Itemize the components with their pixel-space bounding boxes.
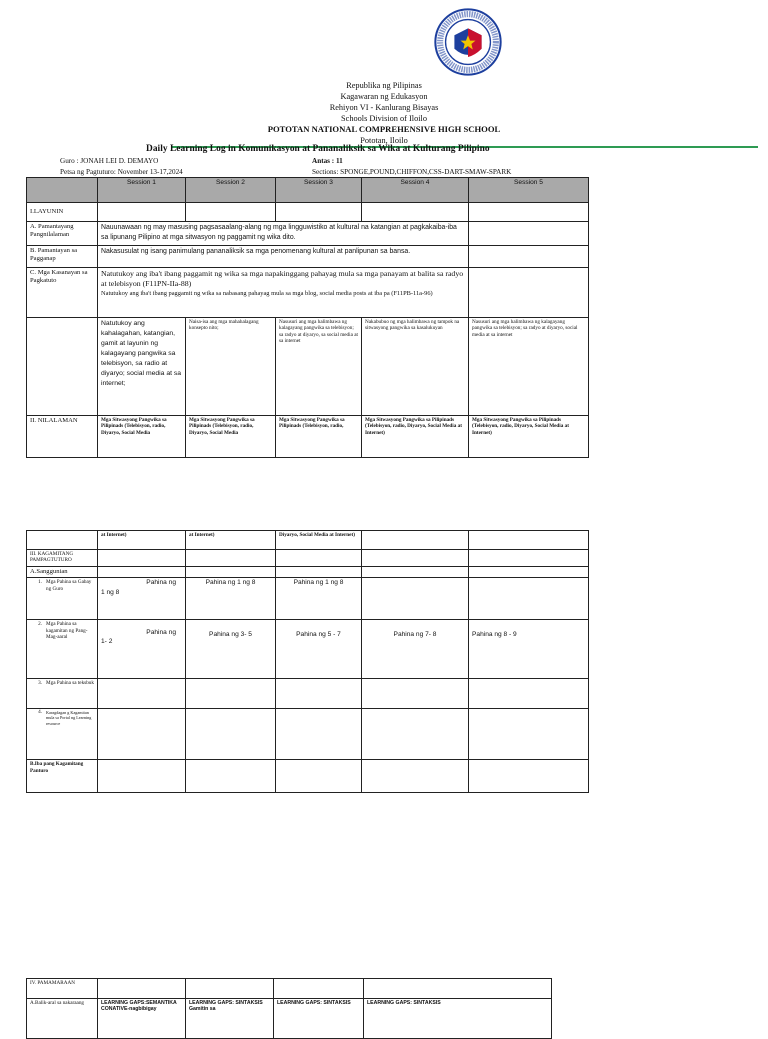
objective-session-3: Nasusuri ang mga halimbawa ng kalagayang pangwika sa telebisyon; sa radyo at diyaryo, sa social media at sa internet xyxy=(276,318,362,416)
dll-table-page2 xyxy=(26,530,589,793)
kagamitan-session-1 xyxy=(98,620,186,679)
session-2-header: Session 2 xyxy=(186,178,276,203)
gabay-guro-session-4 xyxy=(362,578,469,620)
deped-seal-logo xyxy=(434,8,502,76)
session-4-header: Session 4 xyxy=(362,178,469,203)
kagamitang-label: III. KAGAMITANG PAMPAGTUTURO xyxy=(27,550,98,567)
learning-gap-session-2: LEARNING GAPS: SINTAKSIS Gamitin sa xyxy=(186,999,274,1039)
address-block xyxy=(234,80,534,146)
continuation-session-2: at Internet) xyxy=(186,531,276,550)
kagamitan-session-1-line2: 1- 2 xyxy=(101,638,113,646)
table-row xyxy=(27,567,589,578)
portal-label: Karagdagan g Kagamitan mula sa Portal ng Learning resource xyxy=(46,710,92,726)
school-location: Pototan, Iloilo xyxy=(360,136,408,145)
kasanayan-text-1: Natutukoy ang iba't ibang paggamit ng wika sa mga napakinggang pahayag mula sa mga panayam at balita sa radyo at telebisyon (F11PN-IIa-88) xyxy=(101,269,464,288)
objective-session-2: Naisa-isa ang mga mahahalagang konsepto nito; xyxy=(186,318,276,416)
kagamitan-session-3: Pahina ng 5 - 7 xyxy=(276,620,362,679)
session-1-header: Session 1 xyxy=(98,178,186,203)
sanggunian-label: A.Sanggunian xyxy=(27,567,98,578)
nilalaman-session-4: Mga Sitwasyong Pangwika sa Pilipinads (Telebisyon, radio, Diyaryo, Social Media at Internet) xyxy=(362,416,469,458)
list-number: 4. xyxy=(38,709,42,716)
table-row xyxy=(27,578,589,620)
nilalaman-session-2: Mga Sitwasyong Pangwika sa Pilipinads (Telebisyon, radio, Diyaryo, Social Media xyxy=(186,416,276,458)
kagamitan-session-2: Pahina ng 3- 5 xyxy=(186,620,276,679)
table-row xyxy=(27,999,552,1039)
learning-gap-session-1: LEARNING GAPS:SEMANTIKA CONATIVE-nagbibigay xyxy=(98,999,186,1039)
teaching-date: Petsa ng Pagtuturo: November 13-17,2024 xyxy=(60,168,183,176)
gabay-guro-session-1-line1: Pahina ng xyxy=(146,579,176,587)
table-row xyxy=(27,679,589,709)
kagamitan-mag-aaral-label-cell xyxy=(27,620,98,679)
list-number: 3. xyxy=(38,680,42,687)
learning-gap-session-4: LEARNING GAPS: SINTAKSIS xyxy=(364,999,552,1039)
session-5-header: Session 5 xyxy=(469,178,589,203)
continuation-session-3: Diyaryo, Social Media at Internet) xyxy=(276,531,362,550)
table-row xyxy=(27,620,589,679)
table-row xyxy=(27,550,589,567)
session-header-row xyxy=(27,178,589,203)
gabay-guro-session-3: Pahina ng 1 ng 8 xyxy=(276,578,362,620)
layunin-label: I.LAYUNIN xyxy=(27,203,98,222)
balik-aral-label: A.Balik-aral sa nakaraang xyxy=(27,999,98,1039)
gabay-guro-session-1 xyxy=(98,578,186,620)
kagamitan-session-1-line1: Pahina ng xyxy=(146,629,176,637)
division-line: Schools Division of Iloilo xyxy=(341,114,427,123)
iba-pang-kagamitan-label: B.Iba pang Kagamitang Panturo xyxy=(27,760,98,793)
pamantayang-label: A. Pamantayang Pangnilalaman xyxy=(27,222,98,246)
nilalaman-label: II. NILALAMAN xyxy=(27,416,98,458)
gabay-guro-session-2: Pahina ng 1 ng 8 xyxy=(186,578,276,620)
pamamaraan-label: IV. PAMAMARAAN xyxy=(27,979,98,999)
gabay-guro-label-cell xyxy=(27,578,98,620)
objective-session-1: Natutukoy ang kahalagahan, katangian, gamit at layunin ng kalagayang pangwika sa telebisyon, sa radio at diyaryo; social media at sa internet; xyxy=(98,318,186,416)
table-row xyxy=(27,760,589,793)
table-row xyxy=(27,416,589,458)
portal-label-cell xyxy=(27,709,98,760)
gabay-guro-session-1-line2: 1 ng 8 xyxy=(101,589,120,597)
nilalaman-session-3: Mga Sitwasyong Pangwika sa Pilipinads (Telebisyon, radio, xyxy=(276,416,362,458)
gabay-guro-label: Mga Pahina sa Gabay ng Guro xyxy=(46,579,92,592)
gabay-guro-session-5 xyxy=(469,578,589,620)
dll-table-page3 xyxy=(26,978,552,1039)
learning-gap-session-3: LEARNING GAPS: SINTAKSIS xyxy=(274,999,364,1039)
table-row xyxy=(27,268,589,318)
table-row xyxy=(27,531,589,550)
table-row xyxy=(27,246,589,268)
table-row xyxy=(27,222,589,246)
nilalaman-session-1: Mga Sitwasyong Pangwika sa Pilipinads (Telebisyon, radio, Diyaryo, Social Media xyxy=(98,416,186,458)
objective-session-4: Nakabubuo ng mga halimbawa ng tampok na sitwasyong pangwika sa kasalukuyan xyxy=(362,318,469,416)
teacher-name: Guro : JONAH LEI D. DEMAYO xyxy=(60,157,159,165)
region-line: Rehiyon VI - Kanlurang Bisayas xyxy=(329,103,439,112)
kasanayan-cell xyxy=(98,268,469,318)
teksbuk-label-cell xyxy=(27,679,98,709)
republic-line: Republika ng Pilipinas xyxy=(346,81,422,90)
pagganap-text: Nakasusulat ng isang panimulang pananaliksik sa mga penomenang kultural at panlipunan sa bansa. xyxy=(98,246,469,268)
table-row xyxy=(27,979,552,999)
kasanayan-text-2: Natutukoy ang iba't ibang paggamit ng wika sa nabasang pahayag mula sa mga blog, social media posts at iba pa (F11PB-11a-96) xyxy=(101,290,433,297)
kagamitan-session-5: Pahina ng 8 - 9 xyxy=(469,620,589,679)
document-title: Daily Learning Log in Komunikasyon at Pananaliksik sa Wika at Kulturang Pilipino xyxy=(146,144,490,154)
table-row xyxy=(27,203,589,222)
department-line: Kagawaran ng Edukasyon xyxy=(340,92,428,101)
teksbuk-label: Mga Pahina sa teksbuk xyxy=(46,680,94,687)
table-row xyxy=(27,709,589,760)
dll-table-page1 xyxy=(26,177,589,458)
table-row xyxy=(27,318,589,416)
continuation-session-4 xyxy=(362,531,469,550)
list-number: 2. xyxy=(38,621,42,628)
kagamitan-mag-aaral-label: Mga Pahina sa kagamitan ng Pang-Mag-aaral xyxy=(46,621,88,641)
pamantayang-text: Nauunawaan ng may masusing pagsasaalang-alang ng mga lingguwistiko at kultural na katangian at pagkakaiba-iba sa lipunang Pilipino at mga sitwasyon ng paggamit ng wika dito. xyxy=(98,222,469,246)
objective-session-5: Nasusuri ang mga halimbawa ng kalagayang pangwika sa telebisyon; sa radyo at diyaryo, social media at sa internet xyxy=(469,318,589,416)
session-3-header: Session 3 xyxy=(276,178,362,203)
grade-level: Antas : 11 xyxy=(312,157,343,165)
list-number: 1. xyxy=(38,579,42,586)
header-blank-cell xyxy=(27,178,98,203)
kasanayan-label: C. Mga Kasanayan sa Pagkatuto xyxy=(27,268,98,318)
continuation-session-5 xyxy=(469,531,589,550)
nilalaman-session-5: Mga Sitwasyong Pangwika sa Pilipinads (Telebisyon, radio, Diyaryo, Social Media at Internet) xyxy=(469,416,589,458)
pagganap-label: B. Pamantayan sa Pagganap xyxy=(27,246,98,268)
kagamitan-session-4: Pahina ng 7- 8 xyxy=(362,620,469,679)
sections-list: Sections: SPONGE,POUND,CHIFFON,CSS-DART-SMAW-SPARK xyxy=(312,168,512,176)
school-name: POTOTAN NATIONAL COMPREHENSIVE HIGH SCHOOL xyxy=(267,124,501,134)
continuation-session-1: at Internet) xyxy=(98,531,186,550)
